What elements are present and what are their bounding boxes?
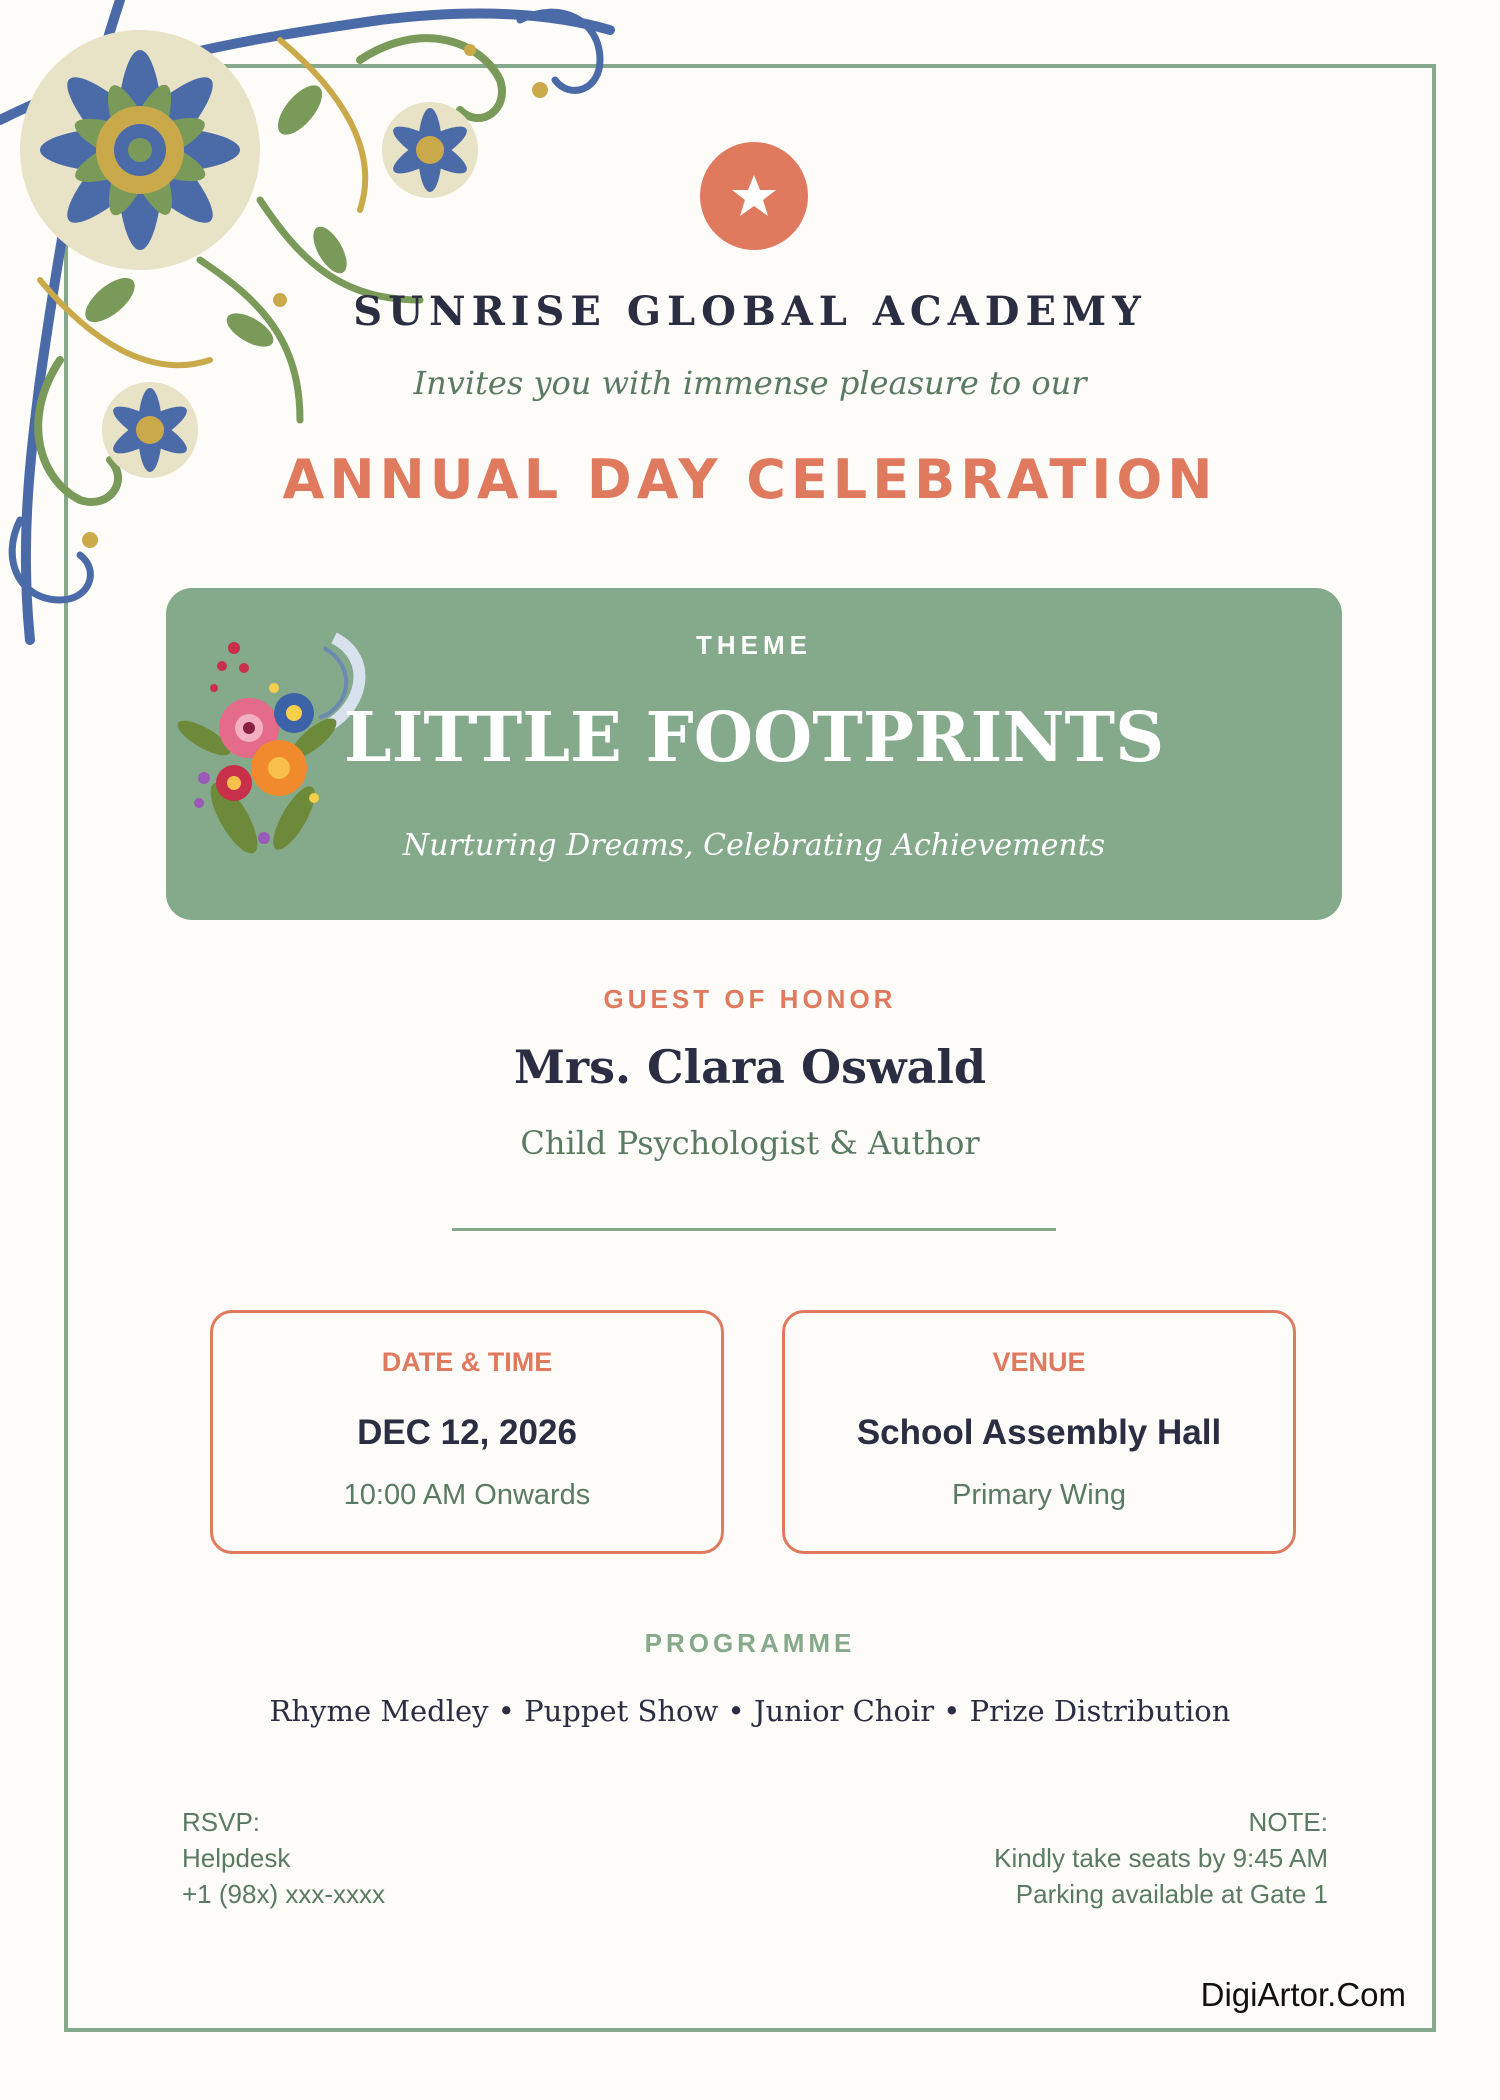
school-name: SUNRISE GLOBAL ACADEMY [353,288,1147,335]
watermark: DigiArtor.Com [1200,1976,1406,2013]
note-line-2: Parking available at Gate 1 [1015,1879,1328,1909]
rsvp-block [182,1804,385,1912]
guest-name: Mrs. Clara Oswald [513,1040,987,1094]
theme-tagline: Nurturing Dreams, Celebrating Achievements [402,828,1106,863]
note-line-1: Kindly take seats by 9:45 AM [994,1843,1328,1873]
venue-wing: Primary Wing [951,1479,1126,1511]
star-badge [700,142,808,250]
programme-label: PROGRAMME [644,1628,856,1658]
invitation-line: Invites you with immense pleasure to our [413,364,1087,402]
venue-card [782,1310,1296,1554]
rsvp-label: RSVP: [182,1807,261,1837]
venue-name: School Assembly Hall [856,1413,1222,1452]
rsvp-contact: Helpdesk [182,1843,291,1873]
event-time: 10:00 AM Onwards [343,1479,591,1511]
date-time-label: DATE & TIME [381,1347,553,1377]
divider [452,1228,1056,1231]
theme-panel [166,588,1342,920]
date-time-card [210,1310,724,1554]
event-title: ANNUAL DAY CELEBRATION [282,448,1218,511]
theme-title: LITTLE FOOTPRINTS [343,698,1165,778]
star-icon [731,173,777,219]
event-date: DEC 12, 2026 [357,1413,577,1452]
guest-label: GUEST OF HONOR [603,984,897,1014]
venue-label: VENUE [992,1347,1086,1377]
rsvp-phone: +1 (98x) xxx-xxxx [182,1879,385,1909]
note-label: NOTE: [1248,1807,1328,1837]
theme-label: THEME [696,630,812,660]
programme-items: Rhyme Medley • Puppet Show • Junior Choir • Prize Distribution [269,1694,1231,1728]
note-block [994,1804,1328,1912]
guest-role: Child Psychologist & Author [520,1124,980,1162]
